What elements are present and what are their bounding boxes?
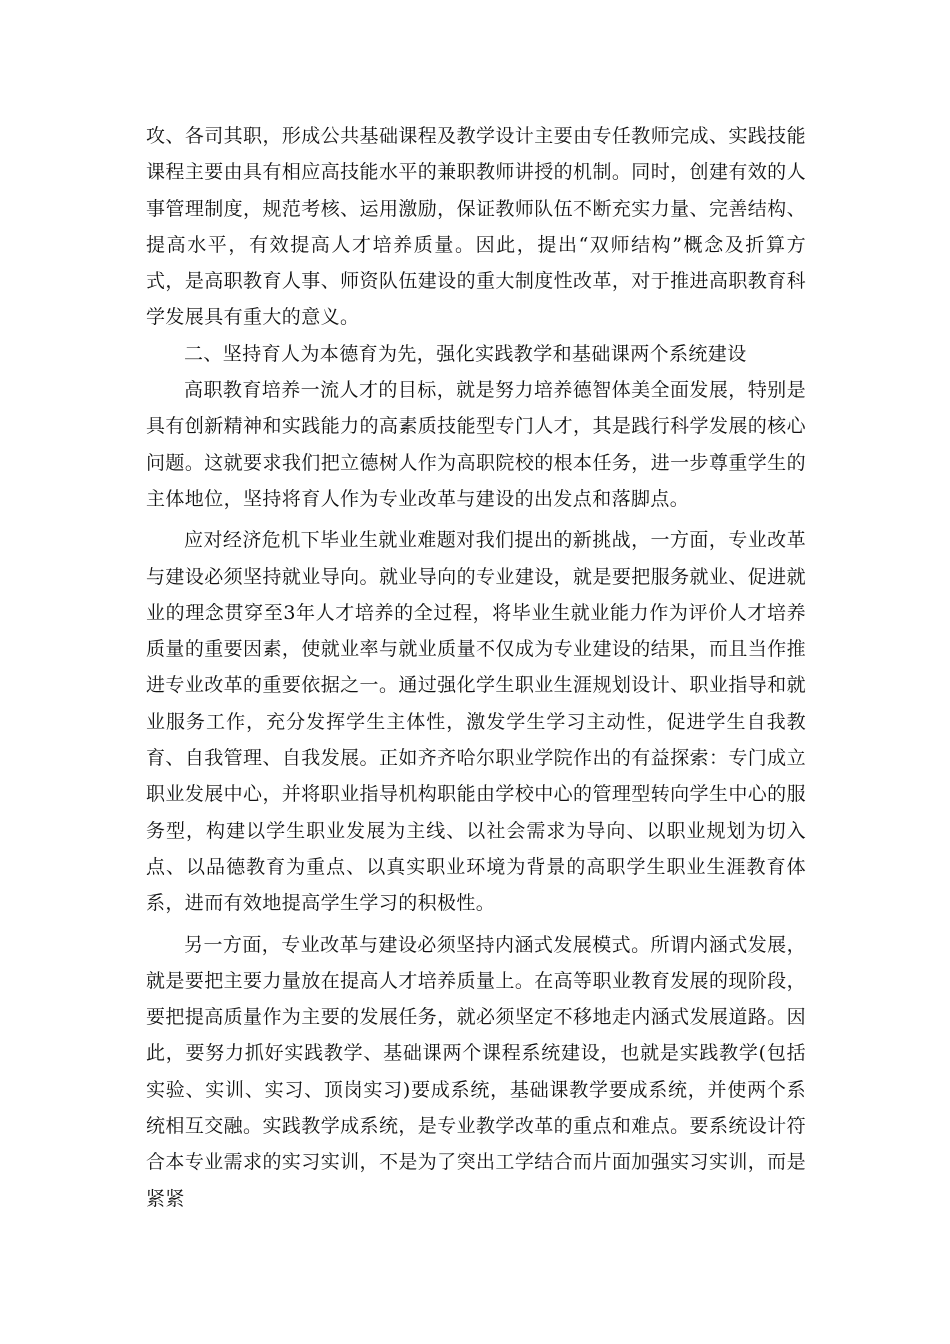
paragraph-continuation: 攻、各司其职，形成公共基础课程及教学设计主要由专任教师完成、实践技能课程主要由具有相应高技能水平的兼职教师讲授的机制。同时，创建有效的人事管理制度，规范考核、运用激励，保证教师队伍不断充实力量、完善结构、提高水平，有效提高人才培养质量。因此，提出“双师结构”概念及折算方式，是高职教育人事、师资队伍建设的重大制度性改革，对于推进高职教育科学发展具有重大的意义。 [146, 125, 806, 329]
paragraph-connotative-development: 另一方面，专业改革与建设必须坚持内涵式发展模式。所谓内涵式发展，就是要把主要力量放在提高人才培养质量上。在高等职业教育发展的现阶段，要把提高质量作为主要的发展任务，就必须坚定不移地走内涵式发展道路。因此，要努力抓好实践教学、基础课两个课程系统建设，也就是实践教学(包括实验、实训、实习、顶岗实习)要成系统，基础课教学要成系统，并使两个系统相互交融。实践教学成系统，是专业教学改革的重点和难点。要系统设计符合本专业需求的实习实训，不是为了突出工学结合而片面加强实习实训，而是紧紧 [146, 933, 806, 1210]
document-page [146, 118, 806, 1217]
paragraph-employment-orientation: 应对经济危机下毕业生就业难题对我们提出的新挑战，一方面，专业改革与建设必须坚持就业导向。就业导向的专业建设，就是要把服务就业、促进就业的理念贯穿至3年人才培养的全过程，将毕业生就业能力作为评价人才培养质量的重要因素，使就业率与就业质量不仅成为专业建设的结果，而且当作推进专业改革的重要依据之一。通过强化学生职业生涯规划设计、职业指导和就业服务工作，充分发挥学生主体性，激发学生学习主动性，促进学生自我教育、自我管理、自我发展。正如齐齐哈尔职业学院作出的有益探索：专门成立职业发展中心，并将职业指导机构职能由学校中心的管理型转向学生中心的服务型，构建以学生职业发展为主线、以社会需求为导向、以职业规划为切入点、以品德教育为重点、以真实职业环境为背景的高职学生职业生涯教育体系，进而有效地提高学生学习的积极性。 [146, 529, 806, 915]
paragraph-talent-goal: 高职教育培养一流人才的目标，就是努力培养德智体美全面发展，特别是具有创新精神和实践能力的高素质技能型专门人才，其是践行科学发展的核心问题。这就要求我们把立德树人作为高职院校的根本任务，进一步尊重学生的主体地位，坚持将育人作为专业改革与建设的出发点和落脚点。 [146, 379, 806, 510]
section-heading: 二、坚持育人为本德育为先，强化实践教学和基础课两个系统建设 [184, 342, 747, 365]
